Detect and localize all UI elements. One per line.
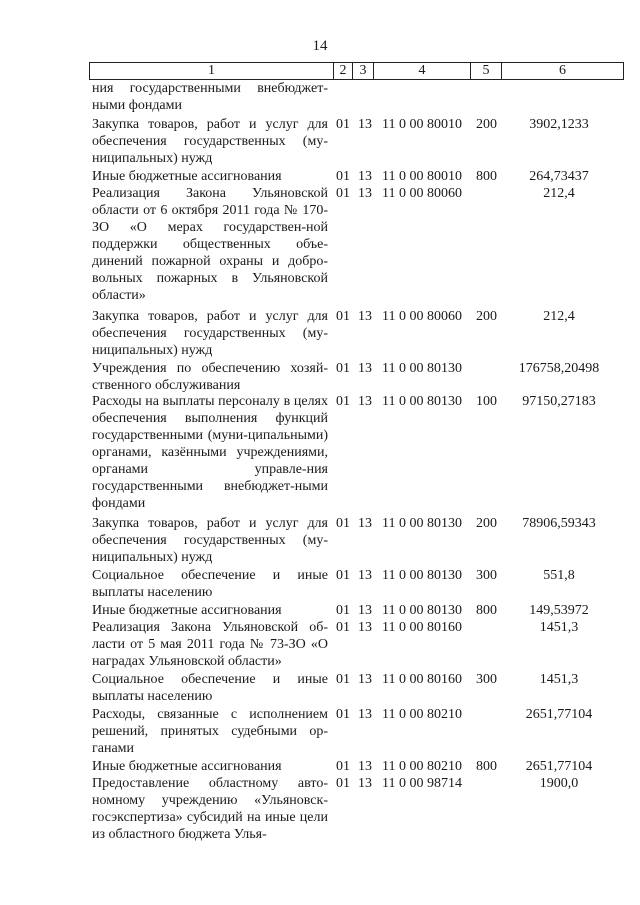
row-target-code: 11 0 00 80130 xyxy=(382,394,462,409)
row-expense-type: 300 xyxy=(476,672,497,687)
row-expense-type: 800 xyxy=(476,169,497,184)
row-amount: 176758,20498 xyxy=(518,361,600,376)
header-col-3: 3 xyxy=(352,62,374,80)
row-name: Реализация Закона Ульяновской области от 6 октября 2011 года № 170-ЗО «О мерах государствен-ной поддержки общественных объе-динений пожарной охраны и добро-вольных пожарных в Ульяновской области» xyxy=(92,186,328,303)
row-amount: 149,53972 xyxy=(529,603,589,618)
row-subsection: 13 xyxy=(358,707,372,722)
row-name: Учреждения по обеспечению хозяй-ственного обслуживания xyxy=(92,361,328,393)
row-expense-type: 100 xyxy=(476,394,497,409)
header-col-4: 4 xyxy=(373,62,471,80)
row-expense-type: 200 xyxy=(476,516,497,531)
row-subsection: 13 xyxy=(358,516,372,531)
row-amount: 2651,77104 xyxy=(525,759,593,774)
header-col-2: 2 xyxy=(333,62,353,80)
row-name: Иные бюджетные ассигнования xyxy=(92,603,282,618)
row-amount: 1451,3 xyxy=(539,620,579,635)
row-section: 01 xyxy=(336,620,350,635)
row-section: 01 xyxy=(336,169,350,184)
row-target-code: 11 0 00 80210 xyxy=(382,759,462,774)
table-header xyxy=(89,62,624,80)
row-subsection: 13 xyxy=(358,309,372,324)
page-number: 14 xyxy=(312,38,328,54)
row-name: Предоставление областному авто-номному учреждению «Ульяновск-госэкспертиза» субсидий на иные цели из областного бюджета Улья- xyxy=(92,776,328,842)
row-subsection: 13 xyxy=(358,620,372,635)
row-target-code: 11 0 00 80160 xyxy=(382,672,462,687)
row-subsection: 13 xyxy=(358,117,372,132)
row-expense-type: 800 xyxy=(476,603,497,618)
row-target-code: 11 0 00 80130 xyxy=(382,603,462,618)
header-col-6: 6 xyxy=(501,62,624,80)
row-amount: 212,4 xyxy=(543,309,575,324)
row-amount: 1451,3 xyxy=(539,672,579,687)
row-subsection: 13 xyxy=(358,186,372,201)
row-name: Социальное обеспечение и иные выплаты населению xyxy=(92,672,328,704)
row-name: Иные бюджетные ассигнования xyxy=(92,759,282,774)
row-name: Расходы на выплаты персоналу в целях обеспечения выполнения функций государственными (муни-ципальными) органами, казёнными учреждениями, органами управле-ния государственными внебюджет-ными фондами xyxy=(92,394,328,511)
row-target-code: 11 0 00 80130 xyxy=(382,361,462,376)
row-name: Реализация Закона Ульяновской об-ласти от 5 мая 2011 года № 73-ЗО «О наградах Ульяновской области» xyxy=(92,620,328,669)
row-name: Социальное обеспечение и иные выплаты населению xyxy=(92,568,328,600)
row-section: 01 xyxy=(336,516,350,531)
row-name: Закупка товаров, работ и услуг для обеспечения государственных (му-ниципальных) нужд xyxy=(92,309,328,358)
row-amount: 212,4 xyxy=(543,186,575,201)
row-amount: 551,8 xyxy=(543,568,575,583)
row-expense-type: 300 xyxy=(476,568,497,583)
row-subsection: 13 xyxy=(358,361,372,376)
row-amount: 264,73437 xyxy=(529,169,589,184)
row-section: 01 xyxy=(336,568,350,583)
row-name: Закупка товаров, работ и услуг для обеспечения государственных (му-ниципальных) нужд xyxy=(92,516,328,565)
row-section: 01 xyxy=(336,186,350,201)
row-target-code: 11 0 00 80060 xyxy=(382,186,462,201)
row-section: 01 xyxy=(336,672,350,687)
row-name: Иные бюджетные ассигнования xyxy=(92,169,282,184)
row-section: 01 xyxy=(336,309,350,324)
row-expense-type: 800 xyxy=(476,759,497,774)
row-subsection: 13 xyxy=(358,394,372,409)
header-col-5: 5 xyxy=(470,62,502,80)
row-amount: 2651,77104 xyxy=(525,707,593,722)
row-target-code: 11 0 00 80210 xyxy=(382,707,462,722)
row-amount: 78906,59343 xyxy=(522,516,596,531)
row-target-code: 11 0 00 80010 xyxy=(382,117,462,132)
row-subsection: 13 xyxy=(358,776,372,791)
row-subsection: 13 xyxy=(358,603,372,618)
row-amount: 3902,1233 xyxy=(529,117,589,132)
row-section: 01 xyxy=(336,707,350,722)
row-target-code: 11 0 00 80010 xyxy=(382,169,462,184)
row-section: 01 xyxy=(336,117,350,132)
header-col-1: 1 xyxy=(89,62,334,80)
row-subsection: 13 xyxy=(358,169,372,184)
row-amount: 97150,27183 xyxy=(522,394,596,409)
row-expense-type: 200 xyxy=(476,309,497,324)
row-subsection: 13 xyxy=(358,759,372,774)
row-subsection: 13 xyxy=(358,672,372,687)
row-target-code: 11 0 00 80130 xyxy=(382,568,462,583)
row-target-code: 11 0 00 98714 xyxy=(382,776,462,791)
row-section: 01 xyxy=(336,759,350,774)
row-amount: 1900,0 xyxy=(539,776,579,791)
row-section: 01 xyxy=(336,603,350,618)
row-name: Расходы, связанные с исполнением решений, принятых судебными ор-ганами xyxy=(92,707,328,756)
row-expense-type: 200 xyxy=(476,117,497,132)
row-section: 01 xyxy=(336,776,350,791)
row-name: Закупка товаров, работ и услуг для обеспечения государственных (му-ниципальных) нужд xyxy=(92,117,328,166)
row-target-code: 11 0 00 80130 xyxy=(382,516,462,531)
row-subsection: 13 xyxy=(358,568,372,583)
row-target-code: 11 0 00 80160 xyxy=(382,620,462,635)
row-target-code: 11 0 00 80060 xyxy=(382,309,462,324)
row-section: 01 xyxy=(336,361,350,376)
row-name: ния государственными внебюджет-ными фондами xyxy=(92,81,328,113)
row-section: 01 xyxy=(336,394,350,409)
